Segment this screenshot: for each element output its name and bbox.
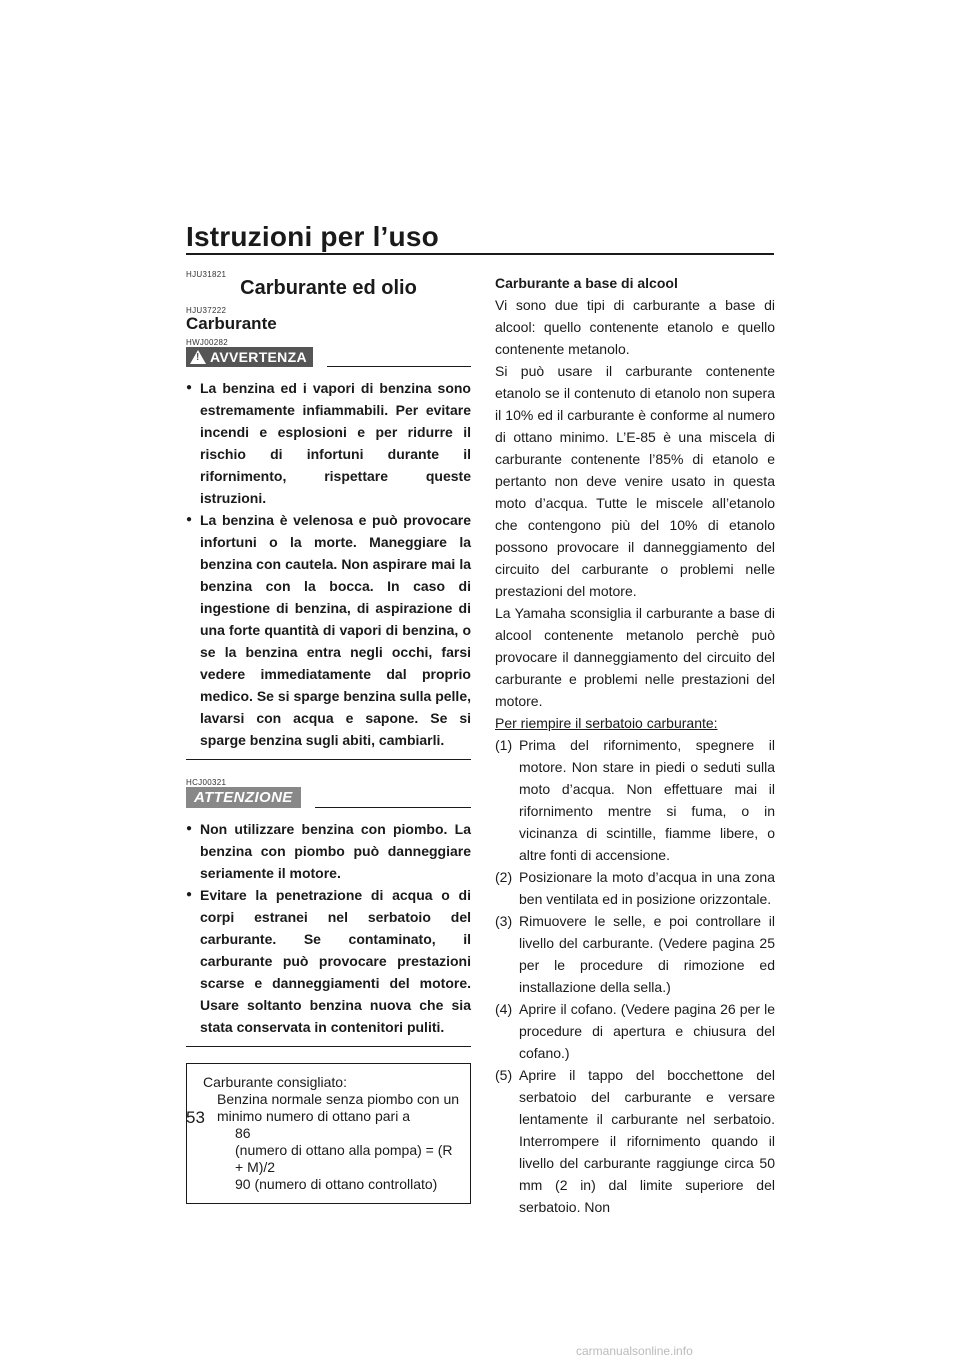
- subsection-code: HJU37222: [186, 306, 227, 315]
- warning-badge: [186, 347, 313, 367]
- watermark: carmanualsonline.info: [576, 1344, 693, 1358]
- alcohol-paragraph-3: La Yamaha sconsiglia il carburante a base di alcool contenente metanolo perchè può provocare il danneggiamento del circuito del carburante e problemi nelle prestazioni del motore.: [495, 605, 775, 709]
- caution-rule: [315, 807, 471, 808]
- refuel-step: (1) Prima del rifornimento, spegnere il motore. Non stare in piedi o seduti sulla moto d’acqua. Non effettuare mai il rifornimento mentre si fuma, o in vicinanza di scintille, fiamme libere, o altre fonti di accensione.: [495, 737, 775, 863]
- section-title: Carburante ed olio: [240, 277, 417, 299]
- section-code: HJU31821: [186, 270, 227, 279]
- warning-item: ● La benzina ed i vapori di benzina sono estremamente infiammabili. Per evitare incendi e esplosioni e per ridurre il rischio di infortuni durante il rifornimento, rispettare queste istruzioni.: [186, 377, 471, 509]
- spec-line: Benzina normale senza piombo con un minimo numero di ottano pari a: [217, 1091, 460, 1124]
- caution-list: [186, 818, 471, 1038]
- spec-value-86: 86: [235, 1125, 251, 1141]
- warning-triangle-icon: !: [190, 350, 206, 364]
- spec-value-90: 90 (numero di ottano controllato): [235, 1176, 438, 1192]
- page-number: 53: [186, 1108, 205, 1127]
- warning-item: ● La benzina è velenosa e può provocare infortuni o la morte. Maneggiare la benzina con cautela. Non aspirare mai la benzina con la bocca. In caso di ingestione di benzina, di aspirazione di una forte quantità di vapori di benzina, o se la benzina entra negli occhi, farsi vedere immediatamente dal proprio medico. Se si sparge benzina sulla pelle, lavarsi con acqua e sapone. Se si sparge benzina sugli abiti, cambiarli.: [186, 509, 471, 751]
- alcohol-title: Carburante a base di alcool: [495, 275, 678, 291]
- caution-label: ATTENZIONE: [186, 787, 301, 808]
- caution-end-rule: [186, 1046, 471, 1047]
- refuel-step: (4) Aprire il cofano. (Vedere pagina 26 per le procedure di apertura e chiusura del cofano.): [495, 1001, 775, 1061]
- refuel-step: (5) Aprire il tappo del bocchettone del serbatoio del carburante e versare lentamente il carburante nel serbatoio. Interrompere il rifornimento quando il livello del carburante raggiunge circa 50 mm (2 in) dal limite superiore del serbatoio. Non: [495, 1067, 775, 1215]
- alcohol-paragraph-1: Vi sono due tipi di carburante a base di alcool: quello contenente etanolo e quello contenente metanolo.: [495, 297, 775, 357]
- refuel-step: (3) Rimuovere le selle, e poi controllare il livello del carburante. (Vedere pagina 25 per le procedure di rimozione ed installazione della sella.): [495, 913, 775, 995]
- warning-label: AVVERTENZA: [210, 349, 307, 365]
- caution-item: ● Non utilizzare benzina con piombo. La benzina con piombo può danneggiare seriamente il motore.: [186, 818, 471, 884]
- warning-rule: [327, 366, 471, 367]
- refuel-step: (2) Posizionare la moto d’acqua in una zona ben ventilata ed in posizione orizzontale.: [495, 869, 775, 907]
- subsection-title: Carburante: [186, 314, 277, 333]
- alcohol-paragraph-2: Si può usare il carburante contenente etanolo se il contenuto di etanolo non supera il 10% ed il carburante è conforme al numero di ottano minimo. L’E-85 è una miscela di carburante contenente l’85% di etanolo e pertanto non deve venire usato in questa moto d’acqua. Tutte le miscele all’etanolo che contengono più del 10% di etanolo possono provocare il danneggiamento del circuito del carburante o problemi nelle prestazioni del motore.: [495, 363, 775, 599]
- warning-list: [186, 377, 471, 751]
- warning-header: [186, 347, 471, 367]
- page-header-title: Istruzioni per l’uso: [186, 221, 439, 252]
- warning-code: HWJ00282: [186, 338, 228, 347]
- left-column: [186, 270, 471, 1204]
- caution-header: [186, 787, 471, 808]
- refuel-steps: [495, 734, 775, 1218]
- header-divider: [186, 253, 774, 255]
- recommended-fuel-box: [186, 1063, 471, 1204]
- caution-code: HCJ00321: [186, 778, 227, 787]
- refuel-title: Per riempire il serbatoio carburante:: [495, 715, 718, 731]
- right-column: [495, 272, 775, 1218]
- spec-value-note: (numero di ottano alla pompa) = (R + M)/2: [235, 1142, 453, 1175]
- caution-item: ● Evitare la penetrazione di acqua o di corpi estranei nel serbatoio del carburante. Se contaminato, il carburante può provocare prestazioni scarse e danneggiamenti del motore. Usare soltanto benzina nuova che sia stata conservata in contenitori puliti.: [186, 884, 471, 1038]
- spec-label: Carburante consigliato:: [203, 1074, 347, 1090]
